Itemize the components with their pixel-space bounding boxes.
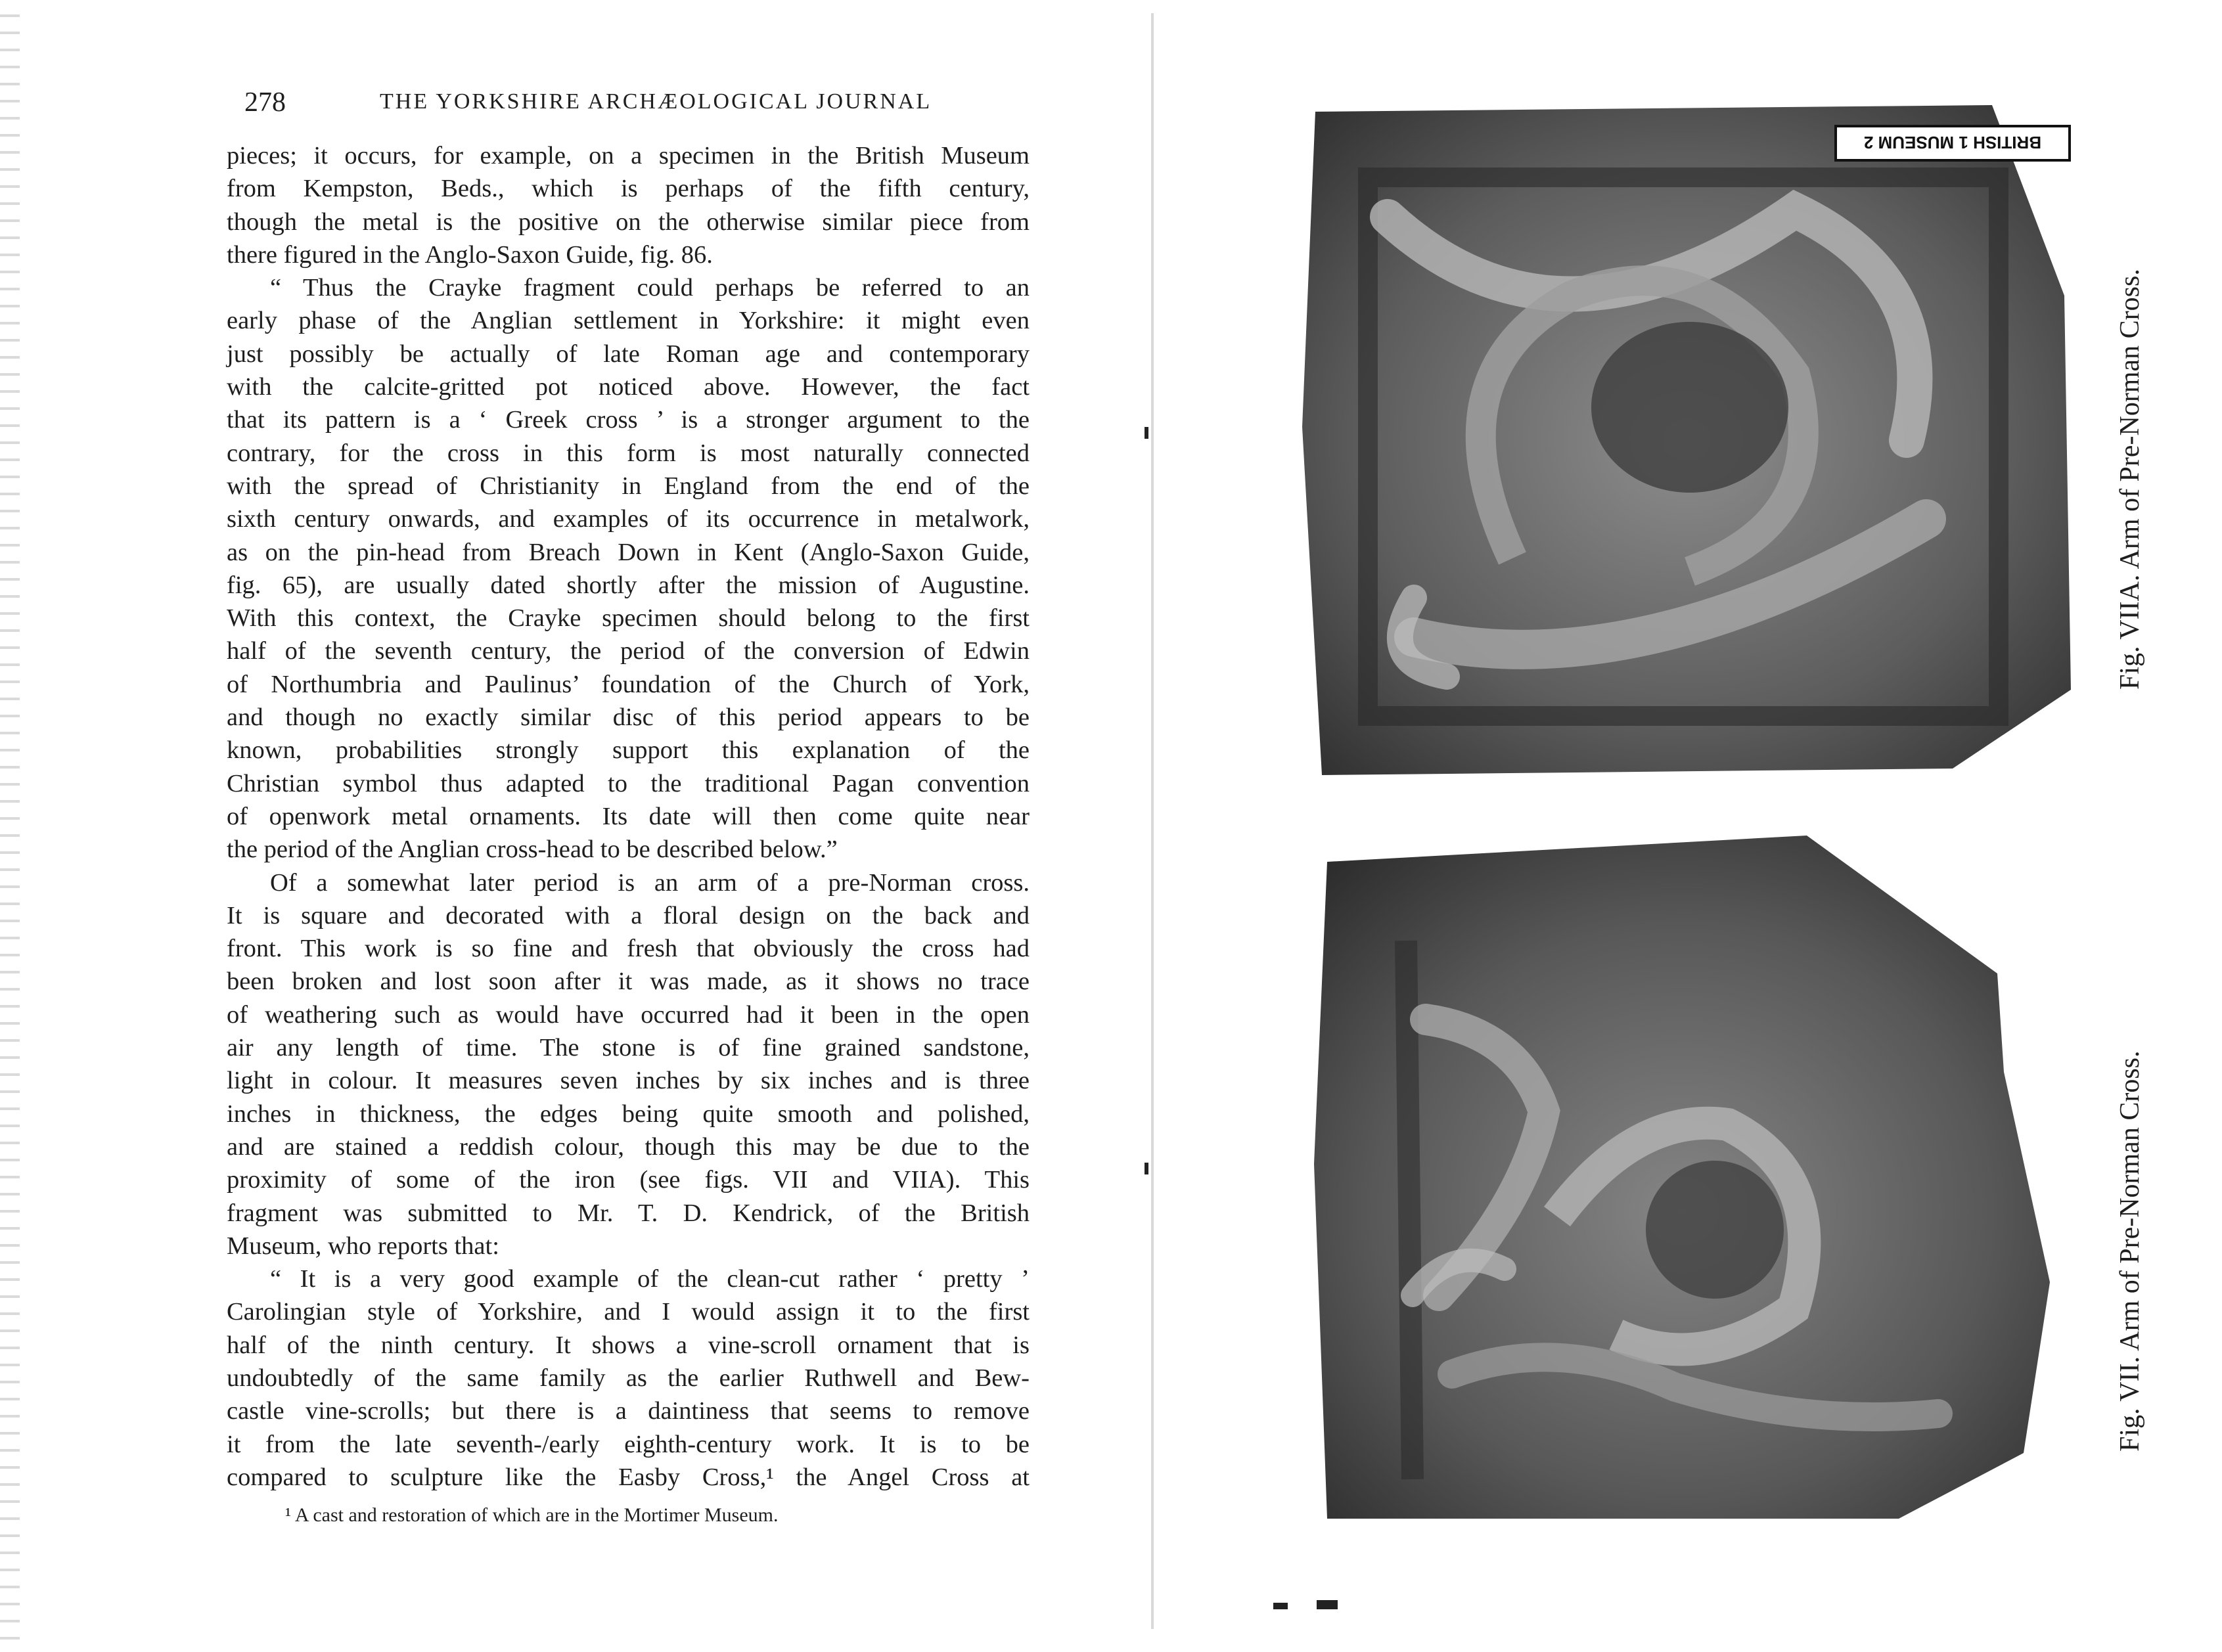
text-line: Museum, who reports that: [227, 1232, 499, 1260]
scan-speck [1273, 1603, 1288, 1609]
text-line: proximity of some of the iron (see figs. VII and VIIA). This [227, 1166, 1030, 1194]
page-number: 278 [244, 87, 286, 118]
text-line: the period of the Anglian cross-head to be described below.” [227, 836, 838, 864]
text-line: sixth century onwards, and examples of its occurrence in metalwork, [227, 505, 1030, 533]
text-line: and are stained a reddish colour, though this may be due to the [227, 1132, 1030, 1161]
text-line: “ Thus the Crayke fragment could perhaps be referred to an [270, 274, 1030, 302]
text-line: just possibly be actually of late Roman age and contemporary [227, 340, 1030, 368]
text-line: as on the pin-head from Breach Down in Kent (Anglo-Saxon Guide, [227, 538, 1030, 566]
figure-viia-photo [1296, 99, 2076, 776]
text-line: fig. 65), are usually dated shortly after the mission of Augustine. [227, 571, 1030, 599]
text-line: of Northumbria and Paulinus’ foundation of the Church of York, [227, 670, 1030, 698]
text-line: Carolingian style of Yorkshire, and I would assign it to the first [227, 1298, 1030, 1326]
museum-label: BRITISH 1 MUSEUM 2 [1863, 133, 2042, 152]
text-line: of weathering such as would have occurred had it been in the open [227, 1000, 1030, 1029]
text-line: It is square and decorated with a floral design on the back and [227, 901, 1030, 929]
running-title: THE YORKSHIRE ARCHÆOLOGICAL JOURNAL [380, 89, 932, 114]
body-text [227, 139, 1030, 1494]
text-line: been broken and lost soon after it was made, as it shows no trace [227, 968, 1030, 996]
text-line: known, probabilities strongly support this explanation of the [227, 736, 1030, 765]
text-line: there figured in the Anglo-Saxon Guide, fig. 86. [227, 240, 713, 269]
text-line: “ It is a very good example of the clean-cut rather ‘ pretty ’ [270, 1265, 1030, 1293]
text-line: With this context, the Crayke specimen should belong to the first [227, 604, 1030, 633]
text-line: fragment was submitted to Mr. T. D. Kendrick, of the British [227, 1199, 1030, 1227]
scan-speck [1317, 1600, 1338, 1609]
text-line: Christian symbol thus adapted to the traditional Pagan convention [227, 769, 1030, 797]
text-line: pieces; it occurs, for example, on a specimen in the British Museum [227, 142, 1030, 169]
scanned-page-edge [0, 0, 20, 1652]
text-line: from Kempston, Beds., which is perhaps of the fifth century, [227, 175, 1030, 203]
text-line: air any length of time. The stone is of fine grained sandstone, [227, 1034, 1030, 1062]
footnote: ¹ A cast and restoration of which are in the Mortimer Museum. [285, 1504, 779, 1526]
text-line: though the metal is the positive on the otherwise similar piece from [227, 208, 1030, 236]
carved-stone-viia [1296, 99, 2076, 776]
text-line: that its pattern is a ‘ Greek cross ’ is a stronger argument to the [227, 406, 1030, 434]
text-line: contrary, for the cross in this form is most naturally connected [227, 439, 1030, 467]
text-line: half of the seventh century, the period of the conversion of Edwin [227, 637, 1030, 665]
text-line: it from the late seventh-/early eighth-century work. It is to be [227, 1430, 1030, 1458]
figure-vii-caption: Fig. VII. Arm of Pre-Norman Cross. [2115, 1050, 2145, 1452]
page-header [244, 87, 1028, 126]
text-line: and though no exactly similar disc of this period appears to be [227, 703, 1030, 732]
text-line: front. This work is so fine and fresh that obviously the cross had [227, 935, 1030, 963]
book-gutter [1151, 13, 1154, 1629]
text-line: Of a somewhat later period is an arm of a pre-Norman cross. [270, 868, 1030, 897]
text-line: with the spread of Christianity in England from the end of the [227, 472, 1030, 500]
carved-stone-vii [1307, 836, 2076, 1524]
scan-speck [1145, 1163, 1148, 1174]
text-line: castle vine-scrolls; but there is a daintiness that seems to remove [227, 1397, 1030, 1425]
figure-viia-caption: Fig. VIIA. Arm of Pre-Norman Cross. [2115, 269, 2145, 690]
figure-vii-photo [1307, 836, 2076, 1524]
text-line: half of the ninth century. It shows a vine-scroll ornament that is [227, 1331, 1030, 1359]
text-line: early phase of the Anglian settlement in Yorkshire: it might even [227, 307, 1030, 335]
text-line: light in colour. It measures seven inches by six inches and is three [227, 1067, 1030, 1095]
text-line: inches in thickness, the edges being quite smooth and polished, [227, 1100, 1030, 1128]
text-line: undoubtedly of the same family as the earlier Ruthwell and Bew- [227, 1364, 1030, 1392]
text-line: of openwork metal ornaments. Its date will then come quite near [227, 802, 1030, 830]
scan-speck [1145, 427, 1148, 439]
text-line: compared to sculpture like the Easby Cross,¹ the Angel Cross at [227, 1463, 1030, 1491]
text-line: with the calcite-gritted pot noticed above. However, the fact [227, 373, 1030, 401]
